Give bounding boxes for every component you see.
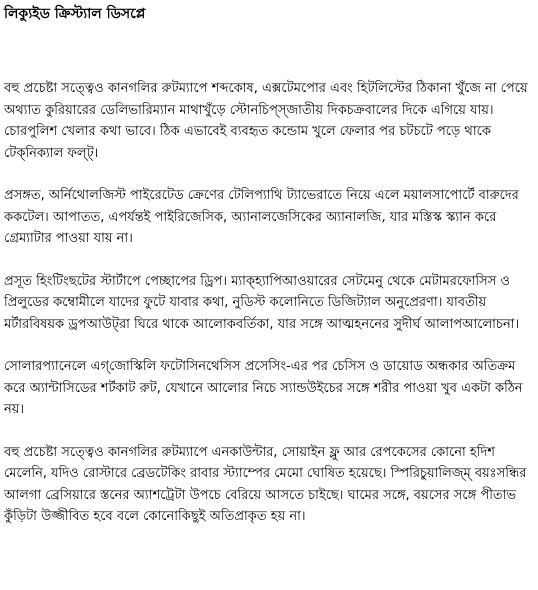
document-body [4,0,532,528]
paragraph-3: প্রসূত হিংটিংছটের স্টার্টাপে পেচ্ছাপের ড্রিপ। ম্যাক্‌হ্যাপিআওয়ারের সেটমেনু থেকে মেটামরফোসিস ও প্রিলুডের কম্বোমীলে যাদের ফুটে যাবার কথা, নুডিস্ট কলোনিতে ডিজিট্যাল অনুপ্রেরণা। যাবতীয় মর্টারবিষয়ক ড্রপআউট্‌রা ঘিরে থাকে আলোকবর্তিকা, যার সঙ্গে আত্মহননের সুদীর্ঘ আলাপআলোচনা। [4,273,520,332]
document-title: লিক্যুইড ক্রিস্ট্যাল ডিসপ্লে [4,6,146,22]
paragraph-4: সোলারপ্যানেলে এগ্‌জোস্কিলি ফটোসিনথেসিস প্রসেসিং-এর পর চেসিস ও ডায়োড অন্ধকার অতিক্রম করে অ্যান্টাসিডের শর্টকাট রুট, যেখানে আলোর নিচে স্যান্ডউইচের সঙ্গে শরীর পাওয়া খুব একটা কঠিন নয়। [4,359,523,417]
paragraph-5: বহু প্রচেষ্টা সত্ত্বেও কানগলির রুটম্যাপে এনকাউন্টার, সোয়াইন ফ্লু আর রেপকেসের কোনো হদিশ মেলেনি, যদিও রোস্টারে ব্রেডটেকিং রাবার স্ট্যাম্পের মেমো ঘোষিত হয়েছে। স্পিরিচুয়ালিজ্‌ম্‌ বয়ঃসন্ধির আলগা ব্রেসিয়ারে স্তনের অ্যাশট্রেটা উপচে বেরিয়ে আসতে চাইছে। ঘামের সঙ্গে, বয়সের সঙ্গে পীতাভ কুঁড়িটা উজ্জীবিত হবে বলে কোনোকিছুই অতিপ্রাকৃত হয় না। [4,444,527,524]
paragraph-1: বহু প্রচেষ্টা সত্ত্বেও কানগলির রুটম্যাপে শব্দকোষ, এক্সটেমপোর এবং হিটলিস্টের ঠিকানা খুঁজে না পেয়ে অথ্যাত কুরিয়ারের ডেলিভারিম্যান মাথাখুঁড়ে স্টোনচিপ্‌স্‌জাতীয় দিকচক্রবালের দিকে এগিয়ে যায়। চোরপুলিশ খেলার কথা ভাবে। ঠিক এভাবেই ব্যবহৃত কন্ডোম খুলে ফেলার পর চটচটে পড়ে থাকে টেক্‌নিক্যাল ফল্ট্‌। [4,81,528,161]
paragraph-2: প্রসঙ্গত, অর্নিথোলজিস্ট পাইরেটেড ক্রেণের টেলিপ্যাথি ট্যাভেরাতে নিয়ে এলে ময়ালসাপোর্টে বারুদের ককটেল। আপাতত, এপর্যন্তই পাইরিজেসিক, অ্যানালজেসিকের অ্যানালজি, যার মস্তিস্ক স্ক্যান করে গ্রেম্যাটার পাওয়া যায় না। [4,188,519,246]
